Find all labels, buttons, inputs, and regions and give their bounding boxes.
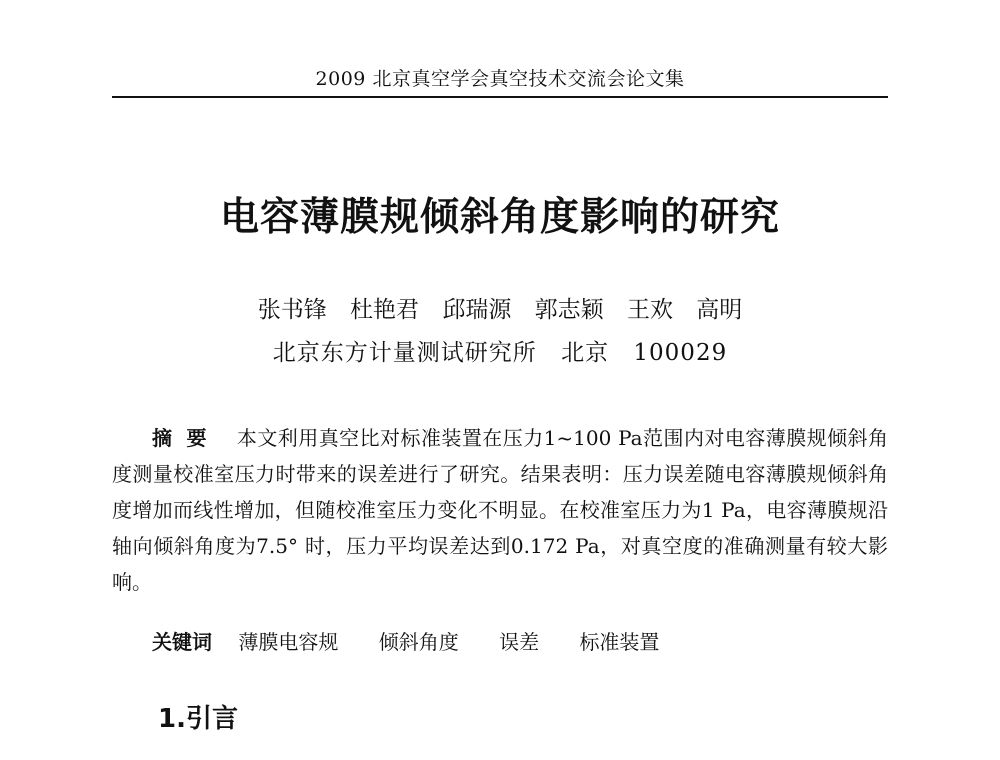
author-list [0,291,1000,324]
author-name: 高明 [696,297,743,323]
affiliation-postcode: 100029 [633,340,728,366]
header-rule [112,96,888,98]
author-name: 邱瑞源 [442,297,512,323]
section-heading: 1.引言 [158,704,238,734]
affiliation [0,334,1000,367]
keyword: 倾斜角度 [378,630,459,654]
author-name: 王欢 [626,297,673,323]
paper-title: 电容薄膜规倾斜角度影响的研究 [219,195,780,240]
affiliation-city: 北京 [561,340,610,366]
keywords-label: 关键词 [152,630,212,654]
author-name: 杜艳君 [350,297,420,323]
keywords [152,624,888,660]
author-name: 张书锋 [257,297,327,323]
author-name: 郭志颖 [534,297,604,323]
abstract-text: 本文利用真空比对标准装置在压力1~100 Pa范围内对电容薄膜规倾斜角度测量校准室压力时带来的误差进行了研究。结果表明：压力误差随电容薄膜规倾斜角度增加而线性增加，但随校准室压力变化不明显。在校准室压力为1 Pa，电容薄膜规沿轴向倾斜角度为7.5° 时，压力平均误差达到0.172 Pa，对真空度的准确测量有较大影响。 [112,426,889,594]
keyword: 误差 [499,630,540,654]
abstract-label: 摘要 [152,426,221,450]
affiliation-institution: 北京东方计量测试研究所 [272,340,537,366]
abstract [112,420,888,600]
running-header: 2009 北京真空学会真空技术交流会论文集 [315,68,685,90]
keyword: 薄膜电容规 [238,630,339,654]
keyword: 标准装置 [579,630,660,654]
